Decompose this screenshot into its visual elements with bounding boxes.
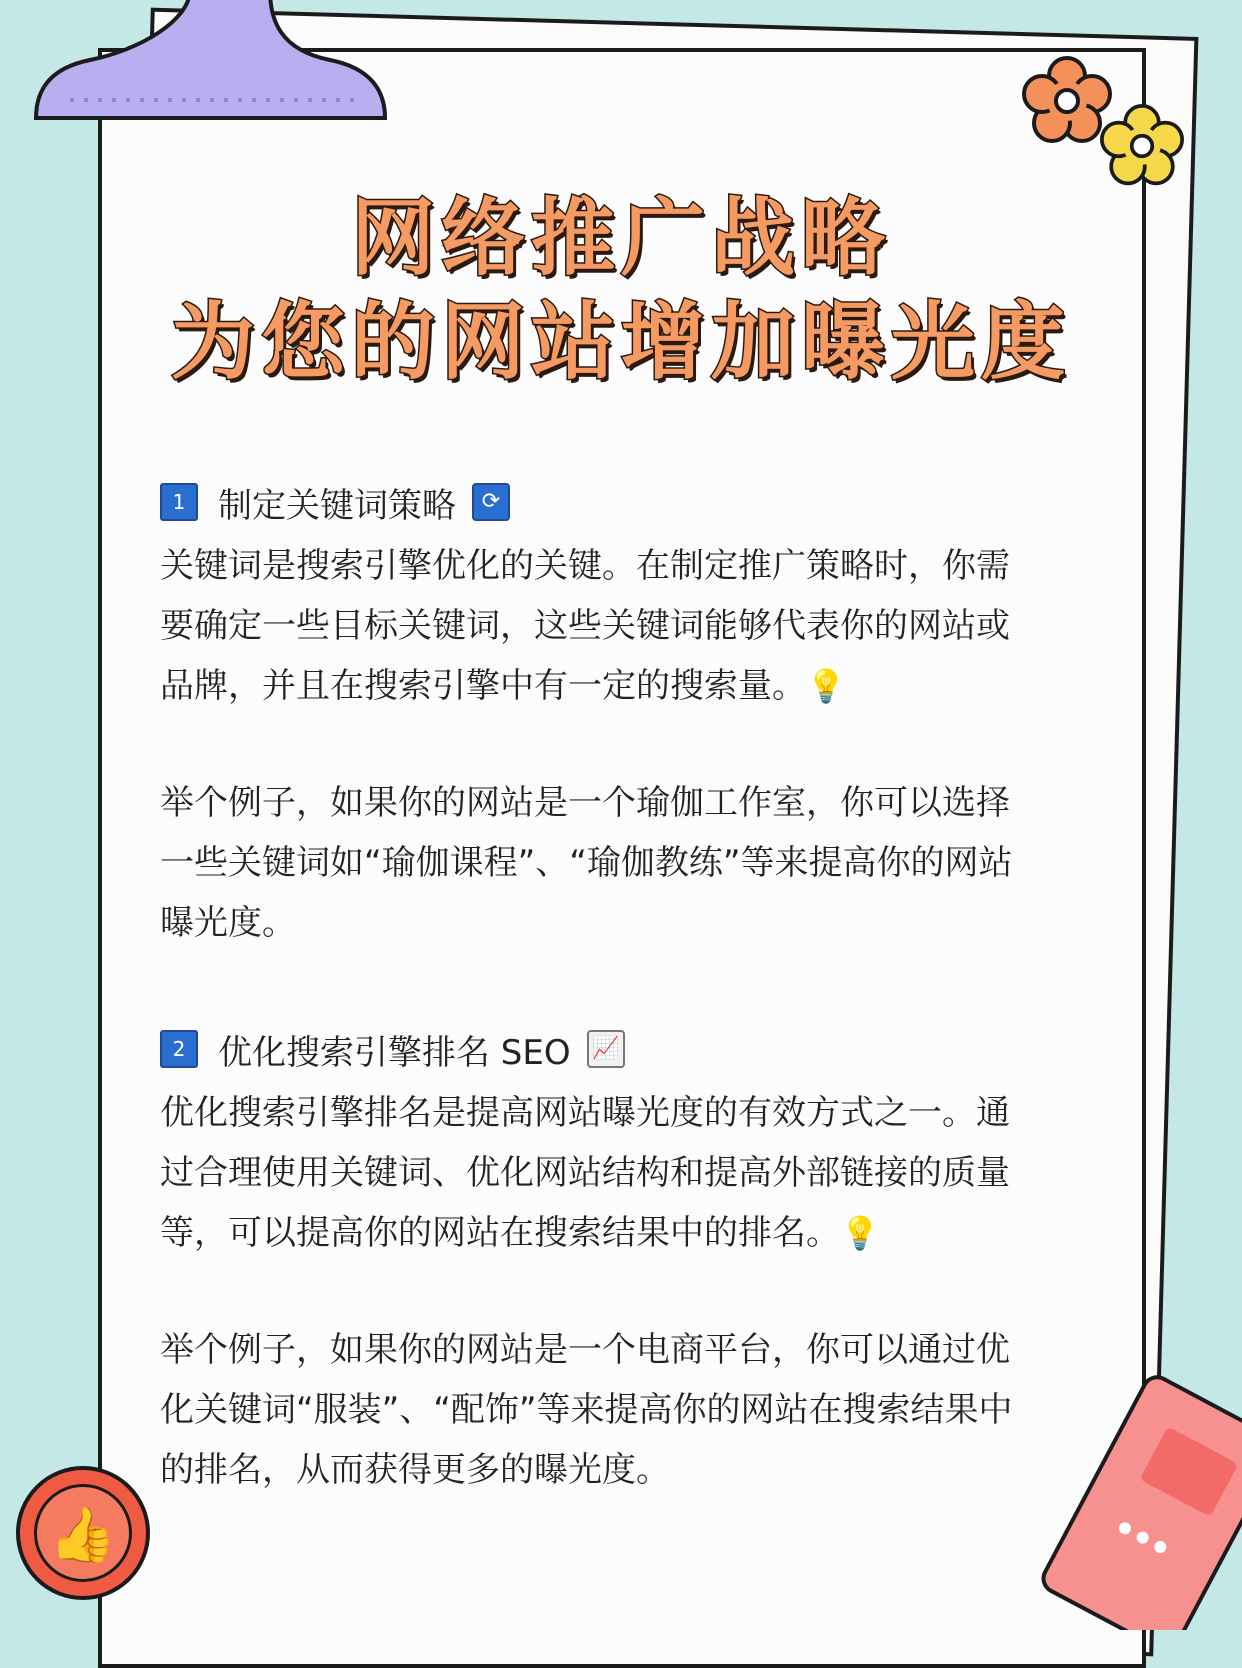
paragraph-line: 等，可以提高你的网站在搜索结果中的排名。 <box>160 1213 840 1253</box>
paragraph-line: 举个例子，如果你的网站是一个瑜伽工作室，你可以选择 <box>160 783 1010 823</box>
paragraph-line: 品牌，并且在搜索引擎中有一定的搜索量。 <box>160 666 806 706</box>
section-heading <box>160 478 1080 526</box>
article-content <box>160 478 1080 1500</box>
section-title: 优化搜索引擎排名 SEO <box>218 1032 571 1073</box>
paragraph-line: 关键词是搜索引擎优化的关键。在制定推广策略时，你需 <box>160 546 1010 586</box>
paragraph-line: 曝光度。 <box>160 903 296 943</box>
thumbs-up-icon: 👍 <box>34 1484 132 1582</box>
binder-clip-decoration <box>30 0 400 130</box>
section-heading <box>160 1025 1080 1073</box>
refresh-icon: ⟳ <box>472 483 510 521</box>
paragraph <box>160 773 1080 953</box>
thumbs-up-badge <box>16 1466 150 1600</box>
paragraph-line: 举个例子，如果你的网站是一个电商平台，你可以通过优 <box>160 1330 1010 1370</box>
number-2-badge-icon: 2 <box>160 1030 198 1068</box>
page-title-line-1: 网络推广战略 <box>350 189 891 287</box>
lightbulb-icon: 💡 <box>840 1214 880 1252</box>
chart-increasing-icon: 📈 <box>587 1030 625 1068</box>
page-title-line-2: 为您的网站增加曝光度 <box>170 293 1071 391</box>
paragraph-line: 化关键词“服装”、“配饰”等来提高你的网站在搜索结果中 <box>160 1390 1013 1430</box>
paragraph-line: 一些关键词如“瑜伽课程”、“瑜伽教练”等来提高你的网站 <box>160 843 1013 883</box>
paragraph <box>160 1083 1080 1263</box>
paragraph <box>160 536 1080 716</box>
notebook-decoration-icon <box>1032 1360 1242 1630</box>
paragraph-line: 要确定一些目标关键词，这些关键词能够代表你的网站或 <box>160 606 1010 646</box>
lightbulb-icon: 💡 <box>806 667 846 705</box>
paragraph <box>160 1320 1080 1500</box>
yellow-flower-icon <box>1100 104 1184 188</box>
paragraph-line: 的排名，从而获得更多的曝光度。 <box>160 1450 670 1490</box>
section-title: 制定关键词策略 <box>218 485 456 526</box>
paragraph-line: 过合理使用关键词、优化网站结构和提高外部链接的质量 <box>160 1153 1010 1193</box>
paragraph-line: 优化搜索引擎排名是提高网站曝光度的有效方式之一。通 <box>160 1093 1010 1133</box>
orange-flower-icon <box>1022 56 1112 146</box>
number-1-badge-icon: 1 <box>160 483 198 521</box>
